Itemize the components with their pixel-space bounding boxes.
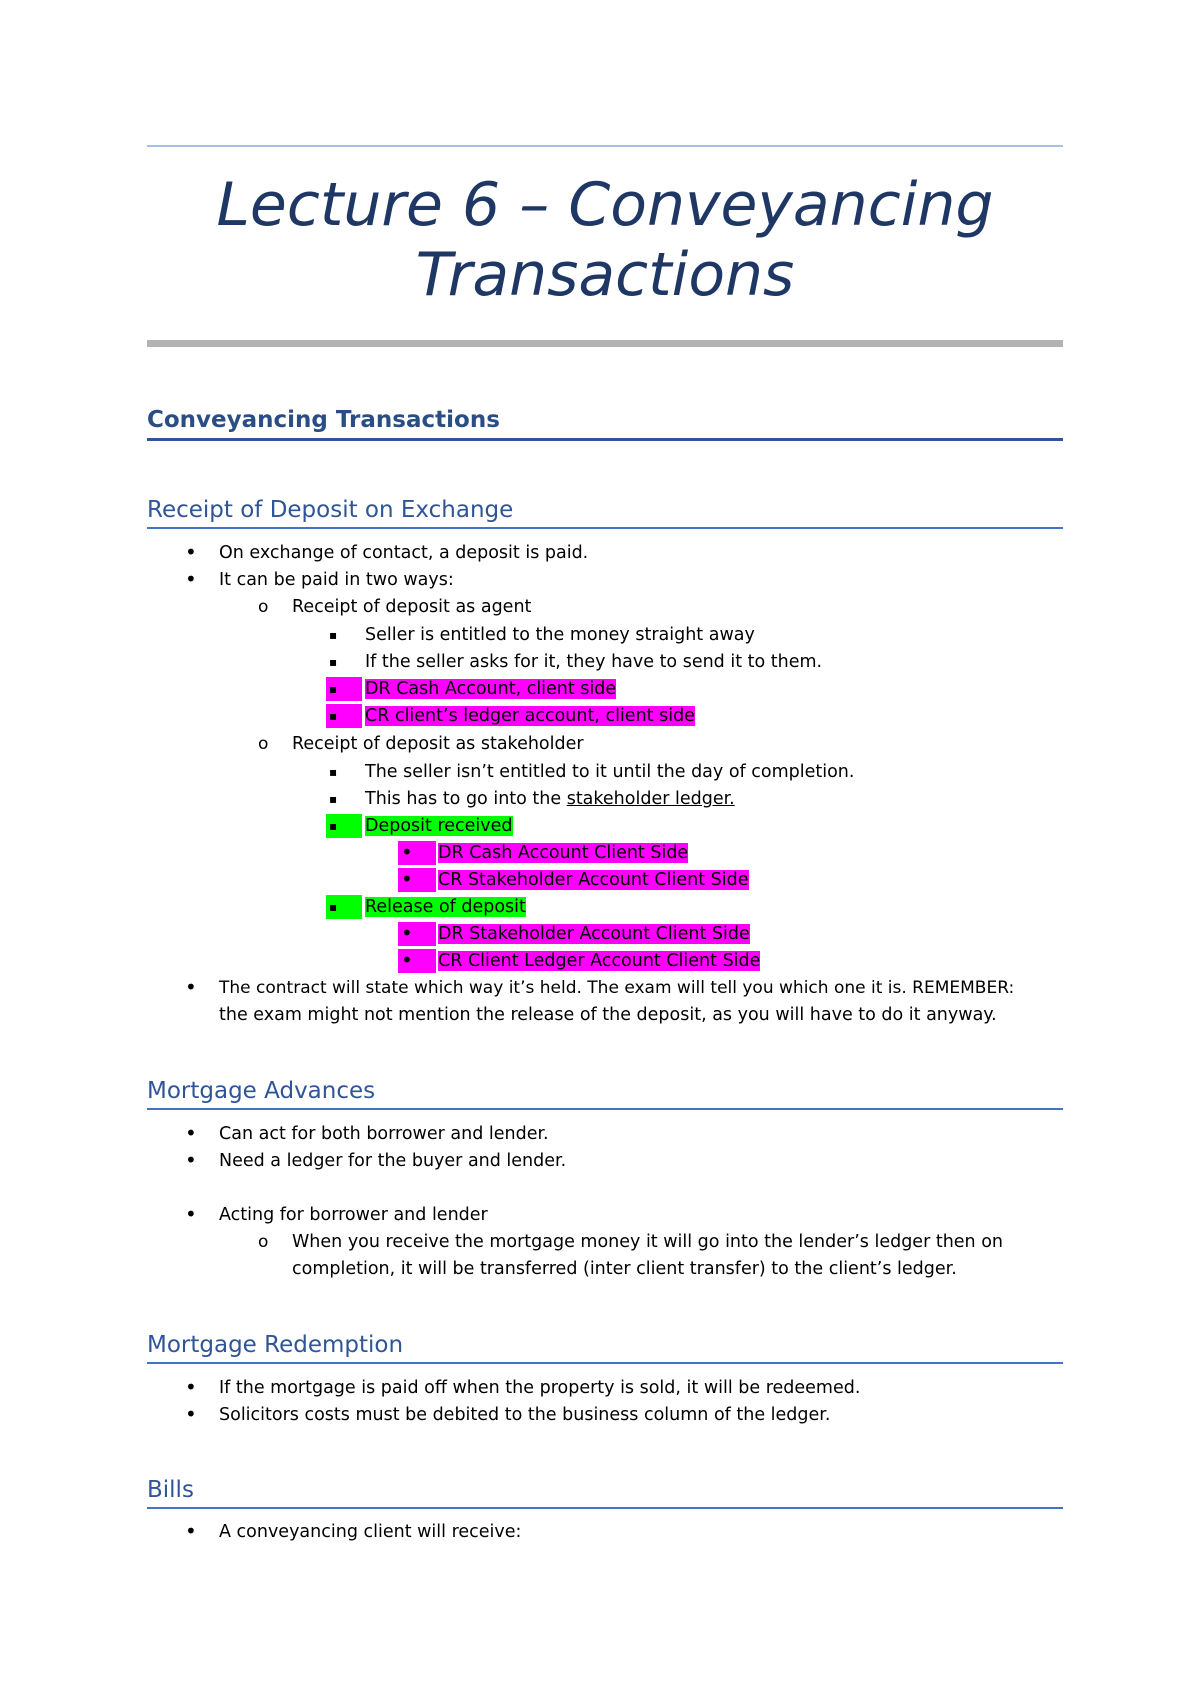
- bullet-marker: •: [401, 840, 413, 864]
- square-marker: ▪: [329, 900, 338, 914]
- circle-marker: o: [258, 1232, 269, 1252]
- square-marker: ▪: [329, 655, 338, 669]
- bullet-marker: •: [185, 567, 197, 591]
- bullet-marker: •: [401, 867, 413, 891]
- redemption-bullet-1: If the mortgage is paid off when the property is sold, it will be redeemed.: [219, 1378, 861, 1398]
- advances-sub-line-2: completion, it will be transferred (inter client transfer) to the client’s ledger.: [292, 1259, 957, 1279]
- stake-item-3b: CR Stakeholder Account Client Side: [438, 870, 749, 890]
- title-line-2: Transactions: [415, 240, 795, 310]
- stake-item-3a: DR Cash Account Client Side: [438, 843, 689, 863]
- bullet-marker: •: [185, 1519, 197, 1543]
- bullet-marker: •: [185, 975, 197, 999]
- bills-bullet-1: A conveyancing client will receive:: [219, 1522, 522, 1542]
- advances-bullet-3: Acting for borrower and lender: [219, 1205, 488, 1225]
- agent-label: Receipt of deposit as agent: [292, 597, 532, 617]
- stake-item-4b: CR Client Ledger Account Client Side: [438, 951, 761, 971]
- agent-item-3: DR Cash Account, client side: [365, 679, 617, 699]
- agent-item-1: Seller is entitled to the money straight away: [365, 625, 755, 645]
- stake-item-2: [365, 788, 735, 810]
- redemption-bullet-2: Solicitors costs must be debited to the business column of the ledger.: [219, 1405, 831, 1425]
- square-marker: ▪: [329, 819, 338, 833]
- section-heading-rule: [147, 438, 1063, 441]
- receipt-heading-rule: [147, 527, 1063, 529]
- bills-heading-rule: [147, 1507, 1063, 1509]
- square-marker: ▪: [329, 765, 338, 779]
- advances-heading-rule: [147, 1108, 1063, 1110]
- advances-bullet-1: Can act for both borrower and lender.: [219, 1124, 549, 1144]
- stake-item-3: Deposit received: [365, 816, 513, 836]
- receipt-bullet-3-line-2: the exam might not mention the release of the deposit, as you will have to do it anyway.: [219, 1005, 997, 1025]
- stake-item-4a: DR Stakeholder Account Client Side: [438, 924, 750, 944]
- bullet-marker: •: [185, 1402, 197, 1426]
- bullet-marker: •: [401, 948, 413, 972]
- redemption-heading-rule: [147, 1362, 1063, 1364]
- receipt-bullet-2: It can be paid in two ways:: [219, 570, 454, 590]
- redemption-heading: Mortgage Redemption: [147, 1332, 404, 1358]
- receipt-heading: Receipt of Deposit on Exchange: [147, 497, 514, 523]
- bullet-marker: •: [185, 1202, 197, 1226]
- stake-label: Receipt of deposit as stakeholder: [292, 734, 584, 754]
- square-marker: ▪: [329, 792, 338, 806]
- advances-bullet-2: Need a ledger for the buyer and lender.: [219, 1151, 567, 1171]
- title-top-rule: [147, 145, 1063, 147]
- bills-heading: Bills: [147, 1477, 194, 1503]
- advances-sub-line-1: When you receive the mortgage money it will go into the lender’s ledger then on: [292, 1232, 1004, 1252]
- stake-item-4: Release of deposit: [365, 897, 526, 917]
- receipt-bullet-3-line-1: The contract will state which way it’s held. The exam will tell you which one it is. REMEMBER:: [219, 978, 1015, 998]
- advances-heading: Mortgage Advances: [147, 1078, 376, 1104]
- square-marker: ▪: [329, 709, 338, 723]
- bullet-marker: •: [185, 1148, 197, 1172]
- agent-item-4: CR client’s ledger account, client side: [365, 706, 695, 726]
- square-marker: ▪: [329, 682, 338, 696]
- stake-item-1: The seller isn’t entitled to it until the day of completion.: [365, 762, 855, 782]
- circle-marker: o: [258, 597, 269, 617]
- agent-item-2: If the seller asks for it, they have to send it to them.: [365, 652, 823, 672]
- bullet-marker: •: [185, 540, 197, 564]
- bullet-marker: •: [185, 1121, 197, 1145]
- stakeholder-ledger-link: stakeholder ledger.: [566, 789, 735, 809]
- section-heading: Conveyancing Transactions: [147, 407, 500, 433]
- circle-marker: o: [258, 734, 269, 754]
- title-bottom-rule: [147, 340, 1063, 347]
- receipt-bullet-1: On exchange of contact, a deposit is paid.: [219, 543, 589, 563]
- bullet-marker: •: [185, 1375, 197, 1399]
- stake-item-2-text: This has to go into the: [365, 789, 567, 809]
- bullet-marker: •: [401, 921, 413, 945]
- square-marker: ▪: [329, 628, 338, 642]
- title-line-1: Lecture 6 – Conveyancing: [216, 170, 994, 240]
